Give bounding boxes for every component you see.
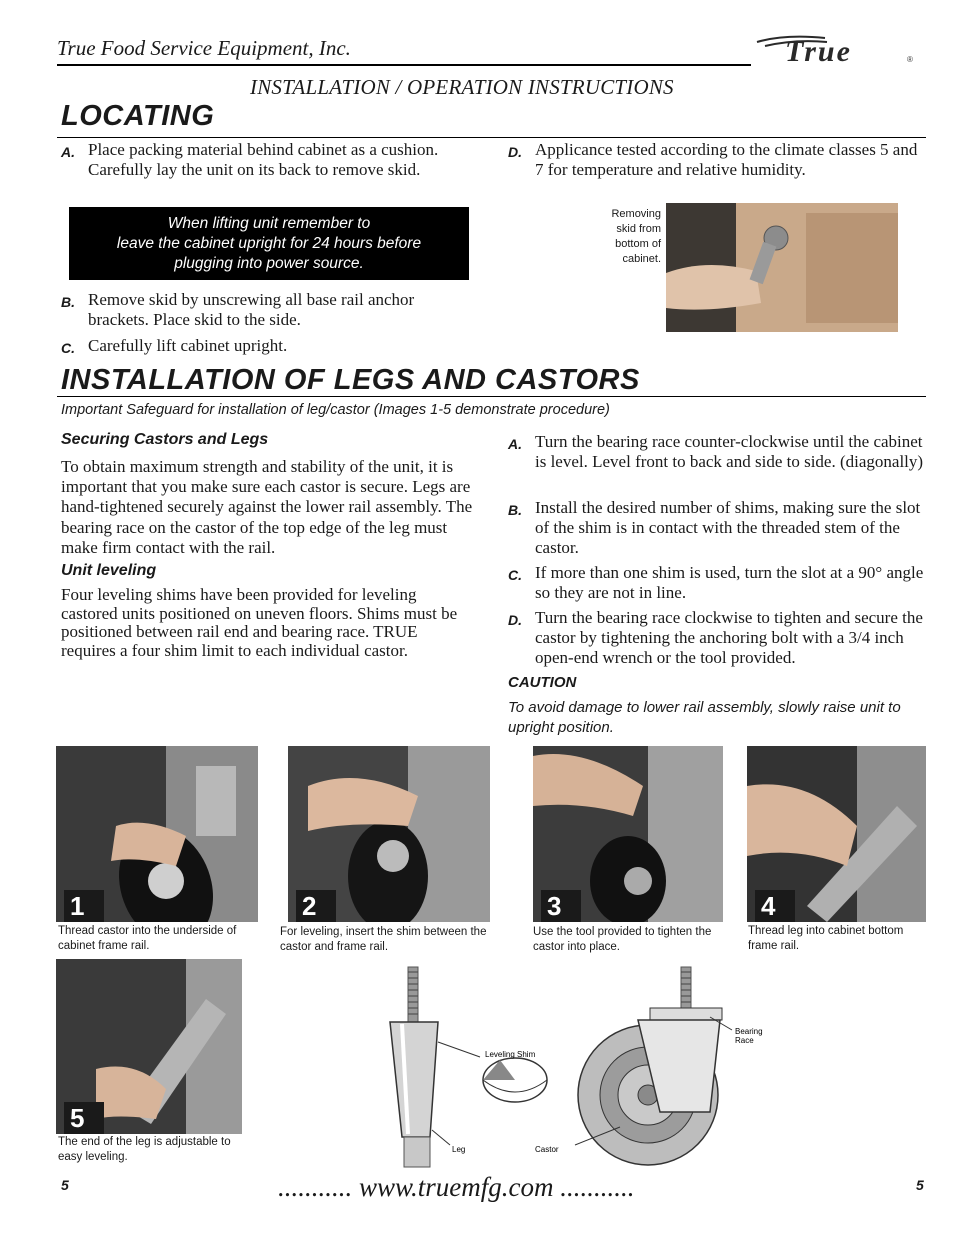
page-number-right: 5	[916, 1177, 924, 1193]
leveling-shim-drawing	[483, 1058, 547, 1102]
step-5-number: 5	[64, 1102, 104, 1134]
castor-step-a: A. Turn the bearing race counter-clockwise until the cabinet is level. Level front to back and side to side. (diagonally)	[508, 432, 924, 471]
footer-url[interactable]: ........... www.truemfg.com ...........	[278, 1172, 635, 1202]
company-name: True Food Service Equipment, Inc.	[57, 36, 351, 60]
locating-step-b: B. Remove skid by unscrewing all base rail anchor brackets. Place skid to the side.	[61, 290, 415, 329]
leg-drawing	[390, 967, 438, 1167]
step-4-number: 4	[755, 890, 795, 922]
step-4-caption: Thread leg into cabinet bottom frame rail.	[748, 925, 904, 952]
skid-removal-photo	[666, 203, 898, 332]
step-3-photo	[533, 746, 723, 922]
step-2-number: 2	[296, 890, 336, 922]
castor-step-c: C. If more than one shim is used, turn the slot at a 90° angle so they are not in line.	[508, 563, 924, 602]
step-1-number: 1	[64, 890, 104, 922]
registered-mark: ®	[907, 55, 913, 64]
castor-step-b: B. Install the desired number of shims, making sure the slot of the shim is in contact with the threaded stem of the castor.	[508, 498, 921, 557]
logo-text: True	[785, 35, 852, 68]
label-race: Race	[735, 1036, 754, 1045]
skid-photo-caption: Removing skid from bottom of cabinet.	[611, 208, 661, 265]
castor-assembly-diagram	[380, 962, 780, 1172]
step-2-caption: For leveling, insert the shim between the castor and frame rail.	[280, 926, 487, 953]
document-subtitle: INSTALLATION / OPERATION INSTRUCTIONS	[250, 75, 674, 99]
legs-section-title: INSTALLATION OF LEGS AND CASTORS	[61, 364, 640, 396]
locating-step-a: A. Place packing material behind cabinet as a cushion. Carefully lay the unit on its back to remove skid.	[61, 140, 439, 179]
securing-subtitle: Securing Castors and Legs	[61, 431, 269, 448]
lifting-warning-box: When lifting unit remember to leave the cabinet upright for 24 hours before plugging into power source.	[69, 207, 469, 280]
step-1-caption: Thread castor into the underside of cabinet frame rail.	[58, 925, 237, 952]
step-5-caption: The end of the leg is adjustable to easy leveling.	[58, 1136, 231, 1163]
step-3-number: 3	[541, 890, 581, 922]
securing-text: To obtain maximum strength and stability of the unit, it is important that you make sure each castor is secure. Legs are hand-tightened securely against the lower rail assembly. The bearing race on the castor of the top edge of the leg must make firm contact with the rail.	[61, 457, 473, 557]
label-leveling-shim: Leveling Shim	[485, 1050, 536, 1059]
locating-step-c: C. Carefully lift cabinet upright.	[61, 336, 288, 356]
locating-step-d: D. Applicance tested according to the climate classes 5 and 7 for temperature and relative humidity.	[508, 140, 918, 179]
legs-rule	[57, 396, 926, 397]
castor-step-d: D. Turn the bearing race clockwise to tighten and secure the castor by tightening the anchoring bolt with a 3/4 inch open-end wrench or the tool provided.	[508, 608, 923, 667]
step-1-photo	[56, 746, 258, 922]
header-rule	[57, 64, 751, 66]
step-2-photo	[288, 746, 490, 922]
caution-title: CAUTION	[508, 674, 577, 691]
safeguard-note: Important Safeguard for installation of leg/castor (Images 1-5 demonstrate procedure)	[61, 402, 610, 418]
locating-rule	[57, 137, 926, 138]
step-4-photo	[747, 746, 926, 922]
true-logo	[755, 30, 920, 70]
page-number-left: 5	[61, 1177, 69, 1193]
step-3-caption: Use the tool provided to tighten the castor into place.	[533, 926, 712, 953]
leveling-text: Four leveling shims have been provided for leveling castored units positioned on uneven floors. Shims must be positioned between rail end and bearing race. TRUE requires a four shim limit to each individual castor.	[61, 585, 458, 660]
caution-text: To avoid damage to lower rail assembly, slowly raise unit to upright position.	[508, 699, 901, 736]
label-bearing: Bearing	[735, 1027, 763, 1036]
label-castor: Castor	[535, 1145, 559, 1154]
label-leg: Leg	[452, 1145, 466, 1154]
step-5-photo	[56, 959, 242, 1134]
locating-title: LOCATING	[61, 100, 215, 132]
leveling-subtitle: Unit leveling	[61, 562, 157, 579]
